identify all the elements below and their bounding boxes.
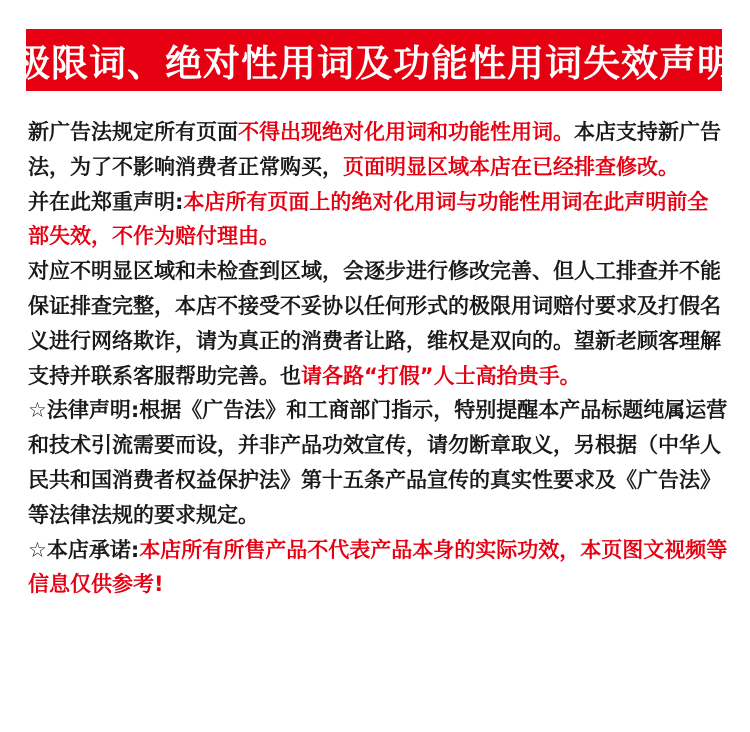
- highlight-segment: 页面明显区域本店在已经排查修改。: [343, 154, 679, 179]
- paragraph-legal-statement: [28, 393, 728, 532]
- highlight-segment: 本店所有所售产品不代表产品本身的实际功效，本页图文视频等信息仅供参考!: [28, 537, 728, 597]
- highlight-segment: 本店所有页面上的绝对化用词与功能性用词在此声明前全部失效，不作为赔付理由。: [28, 189, 709, 249]
- page-title: 极限词、绝对性用词及功能性用词失效声明: [13, 42, 735, 85]
- paragraph-ad-law: [28, 115, 728, 185]
- text-segment: 新广告法规定所有页面: [28, 120, 238, 144]
- paragraph-unchecked-areas: [28, 254, 728, 393]
- text-segment: 对应不明显区域和未检查到区域，会逐步进行修改完善、但人工排查并不能保证排查完整，本店不接受不妥协以任何形式的极限用词赔付要求及打假名义进行网络欺诈，请为真正的消费者让路，维权是双向的。望新老顾客理解支持并联系客服帮助完善。也: [28, 259, 721, 388]
- highlight-segment: 不得出现绝对化用词和功能性用词。: [238, 120, 574, 144]
- highlight-segment: 请各路“打假”人士高抬贵手。: [301, 363, 581, 388]
- text-segment: ☆本店承诺:: [28, 537, 140, 562]
- text-segment: 并在此郑重声明:: [28, 189, 184, 214]
- text-segment: ☆法律声明:根据《广告法》和工商部门指示，特别提醒本产品标题纯属运营和技术引流需要而设，并非产品功效宣传，请勿断章取义，另根据（中华人民共和国消费者权益保护法》第十五条产品宣传的真实性要求及《广告法》等法律法规的要求规定。: [28, 398, 728, 527]
- title-banner: [13, 29, 735, 91]
- paragraph-store-promise: [28, 533, 728, 603]
- statement-body: [28, 115, 728, 602]
- paragraph-declaration: [28, 185, 728, 255]
- text-segment: 本店支持新广告法，为了不影响消费者正常购买，: [28, 120, 721, 179]
